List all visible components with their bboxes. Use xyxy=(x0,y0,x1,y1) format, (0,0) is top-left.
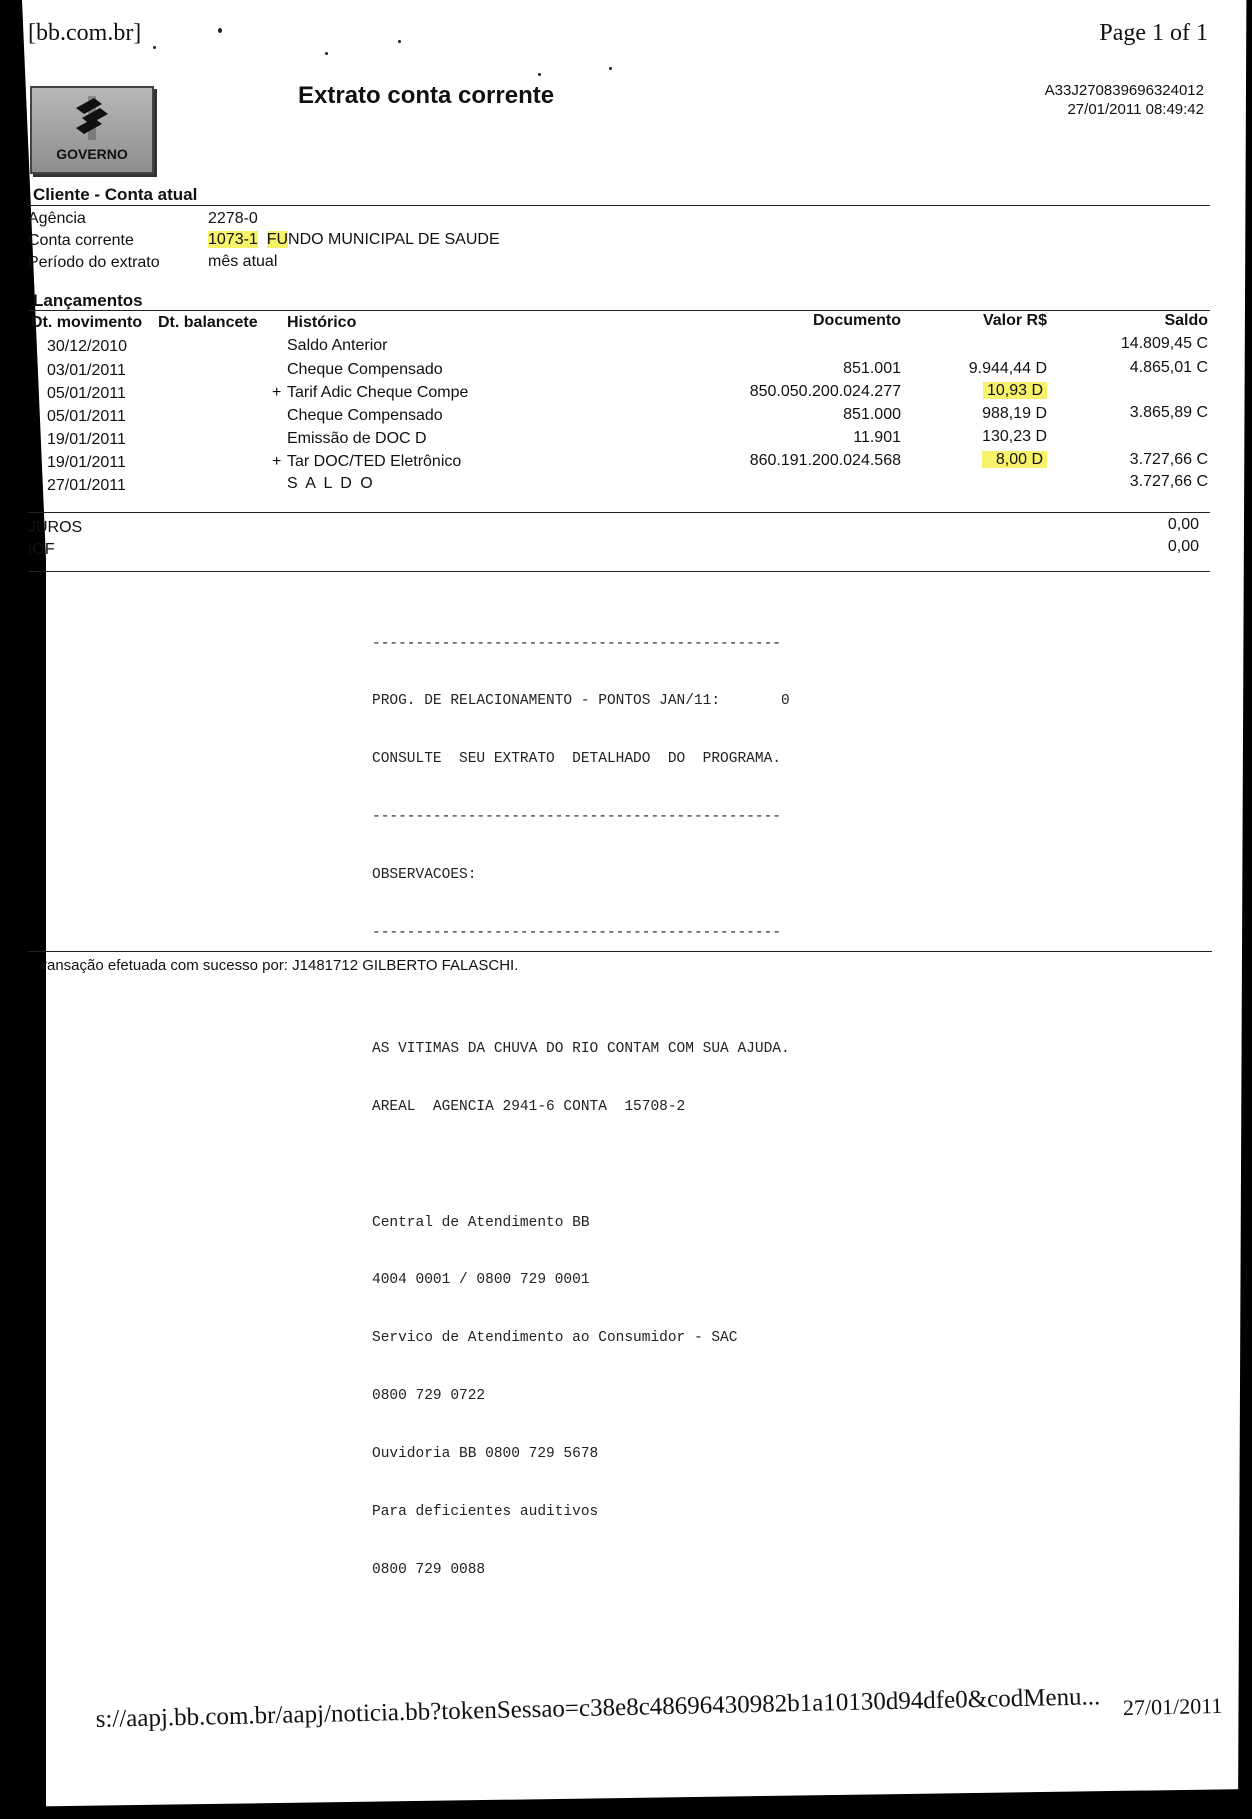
footer-url: s://aapj.bb.com.br/aapj/noticia.bb?tokenSessao=c38e8c48696430982b1a10130d94dfe0&codMenu... xyxy=(95,1683,1101,1734)
info-line: PROG. DE RELACIONAMENTO - PONTOS JAN/11: 0 xyxy=(372,693,790,710)
info-line: ----------------------------------------------- xyxy=(372,635,781,652)
row-date: 19/01/2011 xyxy=(47,454,126,471)
section-divider xyxy=(28,571,1210,572)
section-cliente-title: Cliente - Conta atual xyxy=(33,185,198,204)
info-line: 0800 729 0088 xyxy=(372,1561,486,1578)
row-date: 30/12/2010 xyxy=(47,338,128,355)
row-historico: Emissão de DOC D xyxy=(287,430,427,447)
value-iof: 0,00 xyxy=(1167,538,1199,555)
row-valor xyxy=(982,451,1047,469)
scan-speck xyxy=(325,52,328,55)
label-conta-corrente: Conta corrente xyxy=(28,232,134,249)
row-historico: Saldo Anterior xyxy=(287,337,388,354)
row-saldo: 3.727,66 C xyxy=(1129,473,1208,490)
bb-logo-icon xyxy=(68,94,116,142)
row-documento: 851.000 xyxy=(843,406,901,423)
row-historico: Tarif Adic Cheque Compe xyxy=(287,384,469,401)
value-agencia: 2278-0 xyxy=(208,210,258,227)
section-divider xyxy=(28,205,1210,206)
account-name-highlight: FU xyxy=(266,231,289,248)
document-title: Extrato conta corrente xyxy=(298,82,555,109)
valor-highlight: 10,93 D xyxy=(983,382,1047,399)
scan-speck xyxy=(153,46,156,49)
scan-speck xyxy=(218,28,222,33)
row-historico: Cheque Compensado xyxy=(287,361,443,378)
row-valor: 988,19 D xyxy=(982,405,1047,422)
info-line: ----------------------------------------------- xyxy=(372,925,781,942)
row-saldo: 4.865,01 C xyxy=(1129,359,1208,376)
footer-date: 27/01/2011 xyxy=(1122,1692,1223,1721)
section-divider xyxy=(28,310,1210,311)
account-name: NDO MUNICIPAL DE SAUDE xyxy=(288,231,500,248)
row-documento: 851.001 xyxy=(843,360,901,377)
row-valor: 9.944,44 D xyxy=(968,360,1047,377)
bank-logo xyxy=(30,86,154,174)
col-header-dt-movimento: Dt. movimento xyxy=(31,314,143,331)
label-juros: JUROS xyxy=(28,519,83,536)
logo-text: GOVERNO xyxy=(56,146,128,162)
info-line: AS VITIMAS DA CHUVA DO RIO CONTAM COM SUA AJUDA. xyxy=(372,1040,790,1057)
row-date: 05/01/2011 xyxy=(47,385,126,402)
section-divider xyxy=(28,512,1210,513)
valor-highlight: 8,00 D xyxy=(982,451,1047,468)
account-number-highlight: 1073-1 xyxy=(208,231,258,248)
info-line: Servico de Atendimento ao Consumidor - SAC xyxy=(372,1330,738,1347)
row-valor: 130,23 D xyxy=(982,428,1047,445)
site-header: [bb.com.br] xyxy=(28,20,142,46)
col-header-dt-balancete: Dt. balancete xyxy=(158,314,258,331)
col-header-valor: Valor R$ xyxy=(982,312,1047,329)
info-line: CONSULTE SEU EXTRATO DETALHADO DO PROGRAMA. xyxy=(372,751,781,768)
row-date: 27/01/2011 xyxy=(47,477,126,494)
document-datetime: 27/01/2011 08:49:42 xyxy=(1067,101,1204,118)
scan-speck xyxy=(398,40,401,43)
info-block xyxy=(372,596,790,1619)
info-line xyxy=(372,982,790,1001)
row-documento: 860.191.200.024.568 xyxy=(749,452,901,469)
section-divider xyxy=(28,951,1212,952)
info-line: ----------------------------------------------- xyxy=(372,809,781,826)
section-lancamentos-title: Lançamentos xyxy=(33,291,143,310)
row-historico: Cheque Compensado xyxy=(287,407,443,424)
row-prefix: + xyxy=(272,384,282,401)
info-line: 4004 0001 / 0800 729 0001 xyxy=(372,1272,590,1289)
scan-speck xyxy=(609,67,612,70)
row-date: 05/01/2011 xyxy=(47,408,126,425)
transaction-message: ransação efetuada com sucesso por: J1481712 GILBERTO FALASCHI. xyxy=(42,957,519,974)
label-periodo: Período do extrato xyxy=(28,254,160,271)
row-valor xyxy=(983,382,1047,400)
row-historico: Tar DOC/TED Eletrônico xyxy=(287,453,462,470)
info-line: AREAL AGENCIA 2941-6 CONTA 15708-2 xyxy=(372,1098,686,1115)
label-agencia: Agência xyxy=(28,210,86,227)
row-prefix: + xyxy=(272,453,282,470)
value-periodo: mês atual xyxy=(208,253,278,270)
info-line: 0800 729 0722 xyxy=(372,1388,486,1405)
page-number: Page 1 of 1 xyxy=(1099,20,1208,46)
document-id-block xyxy=(1045,81,1204,119)
row-date: 19/01/2011 xyxy=(47,431,126,448)
info-line: OBSERVACOES: xyxy=(372,867,477,884)
value-conta-corrente xyxy=(208,231,500,249)
col-header-historico: Histórico xyxy=(287,314,357,331)
scan-speck xyxy=(538,73,541,76)
value-juros: 0,00 xyxy=(1167,516,1199,533)
row-saldo: 3.865,89 C xyxy=(1129,404,1208,421)
info-line: Ouvidoria BB 0800 729 5678 xyxy=(372,1446,599,1463)
col-header-documento: Documento xyxy=(813,312,901,329)
row-date: 03/01/2011 xyxy=(47,362,126,379)
info-line: Central de Atendimento BB xyxy=(372,1214,590,1231)
row-saldo: 3.727,66 C xyxy=(1129,451,1208,468)
label-iof: IOF xyxy=(28,541,55,558)
row-documento: 11.901 xyxy=(853,429,901,446)
row-historico: S A L D O xyxy=(287,475,375,492)
row-documento: 850.050.200.024.277 xyxy=(749,383,901,400)
col-header-saldo: Saldo xyxy=(1164,312,1208,329)
info-line: Para deficientes auditivos xyxy=(372,1503,599,1520)
row-saldo: 14.809,45 C xyxy=(1120,335,1208,352)
document-id: A33J270839696324012 xyxy=(1044,82,1204,99)
info-line xyxy=(372,1156,790,1175)
